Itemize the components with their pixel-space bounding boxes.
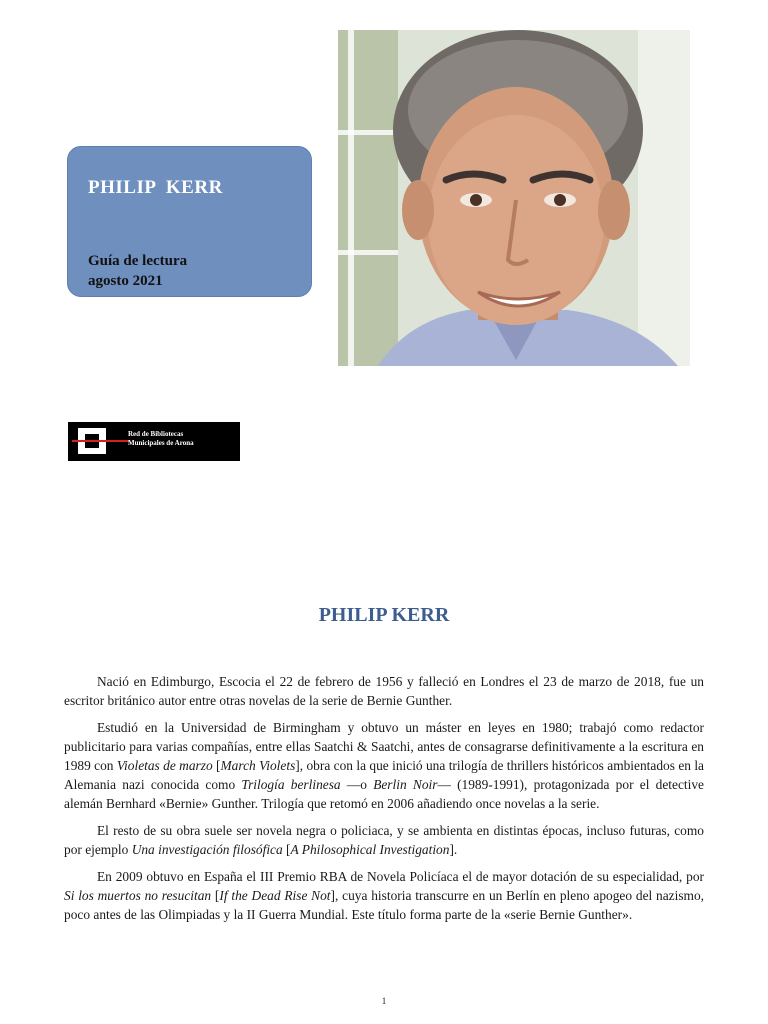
italic-title: Violetas de marzo bbox=[116, 758, 213, 773]
logo-text-line2: Municipales de Arona bbox=[128, 439, 194, 447]
italic-title: If the Dead Rise Not bbox=[219, 888, 331, 903]
library-network-logo bbox=[68, 422, 240, 461]
italic-title: March Violets bbox=[220, 758, 296, 773]
text-run: [ bbox=[282, 842, 291, 857]
italic-title: Una investigación filosófica bbox=[131, 842, 283, 857]
text-run: El resto de su obra suele ser novela negra o policiaca, y se ambienta en distintas épocas, incluso futuras, como por ejemplo bbox=[64, 823, 704, 857]
cover-title-box bbox=[67, 146, 312, 297]
cover-subtitle-guide: Guía de lectura bbox=[88, 253, 188, 269]
text-run: [ bbox=[212, 758, 221, 773]
text-run: — (1989-1991), protagonizada por el detective alemán Bernhard «Bernie» Gunther. Trilogía que retomó en 2006 añadiendo once novelas a la serie. bbox=[64, 777, 704, 811]
biography-paragraph bbox=[64, 867, 704, 924]
logo-text-line1: Red de Bibliotecas bbox=[128, 430, 184, 438]
italic-title: Berlin Noir bbox=[373, 777, 438, 792]
cover-title: PHILIP KERR bbox=[88, 177, 223, 198]
text-run: ], cuya historia transcurre en un Berlín en pleno apogeo del nazismo, poco antes de las Olimpiadas y la II Guerra Mundial. Este título forma parte de la «serie Bernie Gunther». bbox=[64, 888, 705, 922]
italic-title: A Philosophical Investigation bbox=[290, 842, 450, 857]
text-run: —o bbox=[340, 777, 374, 792]
text-run: ]. bbox=[449, 842, 458, 857]
text-run: Estudió en la Universidad de Birmingham y obtuvo un máster en leyes en 1980; trabajó como redactor publicitario para varias compañías, entre ellas Saatchi & Saatchi, antes de consagrarse definitivamente a la escritura en 1989 con bbox=[64, 720, 704, 773]
author-portrait-illustration bbox=[338, 30, 690, 366]
biography-text bbox=[64, 672, 704, 932]
author-photo bbox=[338, 30, 690, 366]
text-run: [ bbox=[211, 888, 220, 903]
text-run: En 2009 obtuvo en España el III Premio RBA de Novela Policíaca el de mayor dotación de su especialidad, por bbox=[97, 869, 704, 884]
logo-red-line bbox=[72, 440, 130, 442]
biography-paragraph bbox=[64, 821, 704, 859]
cover-subtitle-date: agosto 2021 bbox=[88, 273, 163, 289]
page-number: 1 bbox=[381, 996, 387, 1006]
italic-title: Si los muertos no resucitan bbox=[64, 888, 212, 903]
page-heading: PHILIP KERR bbox=[318, 604, 450, 626]
text-run: ], obra con la que inició una trilogía de thrillers históricos ambientados en la Alemania nazi conocida como bbox=[64, 758, 704, 792]
italic-title: Trilogía berlinesa bbox=[241, 777, 341, 792]
text-run: Nació en Edimburgo, Escocia el 22 de febrero de 1956 y falleció en Londres el 23 de marzo de 2018, fue un escritor británico autor entre otras novelas de la serie de Bernie Gunther. bbox=[64, 674, 704, 708]
biography-paragraph bbox=[64, 672, 704, 710]
biography-paragraph bbox=[64, 718, 704, 813]
